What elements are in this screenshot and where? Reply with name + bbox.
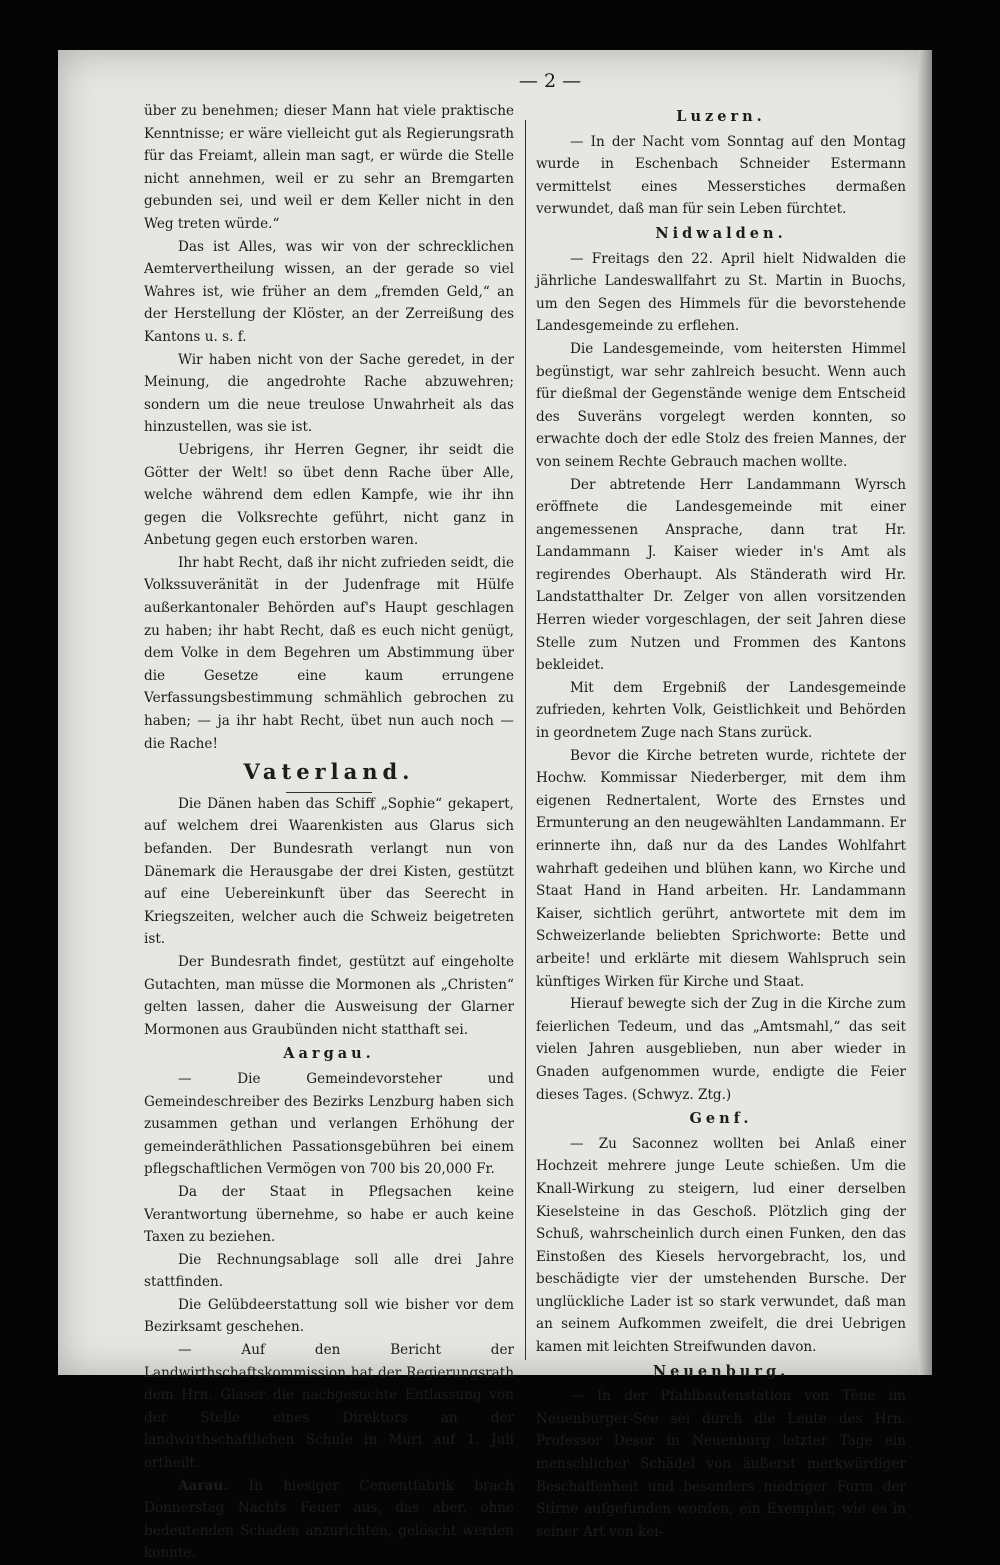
article-paragraph: — Zu Saconnez wollten bei Anlaß einer Hochzeit mehrere junge Leute schießen. Um die Knall-Wirkung zu steigern, lud einer derselben Kieselsteine in das Geschoß. Plötzlich ging der Schuß, wahrscheinlich durch einen Funken, den das Einstoßen des Kiesels hervorgebracht, los, und beschädigte vier der umstehenden Bursche. Der unglückliche Lader ist so stark verwundet, daß man an seinem Aufkommen zweifelt, die drei Uebrigen kamen mit leichten Streifwunden davon.	[536, 1135, 906, 1356]
article-paragraph: Uebrigens, ihr Herren Gegner, ihr seidt die Götter der Welt! so übet denn Rache über Alle, welche während dem edlen Kampfe, wie ihr ihn gegen die Volksrechte geführt, nicht ganz in Anbetung gegen euch erstorben waren.	[144, 441, 514, 549]
article-paragraph: Ihr habt Recht, daß ihr nicht zufrieden seidt, die Volkssuveränität in der Judenfrage mit Hülfe außerkantonaler Behörden auf's Haupt geschlagen zu haben; ihr habt Recht, daß es euch nicht genügt, dem Volke in dem Begehren um Abstimmung über die Gesetze eine kaum errungene Verfassungsbestimmung schmählich gebrochen zu haben; — ja ihr habt Recht, übet nun auch noch — die Rache!	[144, 554, 514, 752]
article-paragraph: Hierauf bewegte sich der Zug in die Kirche zum feierlichen Tedeum, und das „Amtsmahl,“ das seit vielen Jahren ausgeblieben, nun aber wieder in Gnaden aufgenommen wurde, endigte die Feier dieses Tages. (Schwyz. Ztg.)	[536, 996, 906, 1103]
article-paragraph: Die Rechnungsablage soll alle drei Jahre stattfinden.	[144, 1251, 514, 1291]
article-paragraph: Die Dänen haben das Schiff „Sophie“ gekapert, auf welchem drei Waarenkisten aus Glarus sich befanden. Der Bundesrath verlangt nun von Dänemark die Herausgabe der drei Kisten, gestützt auf eine Uebereinkunft über das Seerecht in Kriegszeiten, welcher auch die Schweiz beigetreten ist.	[144, 795, 514, 948]
article-paragraph: über zu benehmen; dieser Mann hat viele praktische Kenntnisse; er wäre vielleicht gut als Regierungsrath für das Freiamt, allein man sagt, er würde die Stelle nicht annehmen, weil er zu sehr an Bremgarten gebunden sei, und weil er dem Keller nicht in den Weg treten würde.“	[144, 103, 514, 232]
section-heading: Nidwalden.	[655, 224, 787, 242]
paragraph-text: In hiesiger Cementfabrik brach Donnerstag Nachts Feuer aus, das aber, ohne bedeutenden Schaden anzurichten, gelöscht werden konnte.	[144, 1477, 514, 1562]
right-column	[536, 104, 906, 1543]
article-paragraph: Da der Staat in Pflegsachen keine Verantwortung übernehme, so habe er auch keine Taxen zu beziehen.	[144, 1183, 514, 1246]
article-paragraph: Der Bundesrath findet, gestützt auf eingeholte Gutachten, man müsse die Mormonen als „Christen“ gelten lassen, daher die Ausweisung der Glarner Mormonen aus Graubünden nicht statthaft sei.	[144, 953, 514, 1038]
article-paragraph	[144, 1475, 514, 1565]
article-paragraph: Bevor die Kirche betreten wurde, richtete der Hochw. Kommissar Niederberger, mit dem ihm eigenen Rednertalent, Worte des Ernstes und Ermunterung an den neugewählten Landammann. Er erinnerte ihn, daß nur da des Landes Wohlfahrt wahrhaft gedeihen und blühen kann, wo Kirche und Staat Hand in Hand arbeiten. Hr. Landammann Kaiser, sichtlich gerührt, antwortete mit dem im Schweizerlande beliebten Sprichworte: Bette und arbeite! und erklärte mit diesem Wahlspruch sein künftiges Wirken für Kirche und Staat.	[536, 747, 906, 990]
section-heading: Luzern.	[676, 108, 766, 125]
article-paragraph: — Die Gemeindevorsteher und Gemeindeschreiber des Bezirks Lenzburg haben sich zusammen gethan und verlangen Erhöhung der gemeinderäthlichen Passationsgebühren bei einem pflegschaftlichen Vermögen von 700 bis 20,000 Fr.	[144, 1070, 514, 1178]
article-paragraph: — Auf den Bericht der Landwirthschaftskommission hat der Regierungsrath dem Hrn. Glaser die nachgesuchte Entlassung von der Stelle eines Direktors an der landwirthschaftlichen Schule in Muri auf 1. Juli ertheilt.	[144, 1342, 514, 1472]
article-paragraph: Die Gelübdeerstattung soll wie bisher vor dem Bezirksamt geschehen.	[144, 1296, 514, 1336]
article-paragraph: Wir haben nicht von der Sache geredet, in der Meinung, die angedrohte Rache abzuwehren; sondern um die neue treulose Unwahrheit als das hinzustellen, was sie ist.	[144, 351, 514, 436]
page-number: — 2 —	[518, 70, 582, 92]
column-rule	[525, 120, 526, 1360]
section-heading: Vaterland.	[243, 759, 415, 785]
section-heading: Genf.	[689, 1110, 753, 1128]
section-heading: Neuenburg.	[652, 1362, 790, 1380]
article-paragraph: Die Landesgemeinde, vom heitersten Himmel begünstigt, war sehr zahlreich besucht. Wenn auch für dießmal der Gegenstände wenige dem Entscheid des Suveräns vorgelegt werden konnten, so erwachte doch der edle Stolz des freien Mannes, der von seinem Rechte Gebrauch machen wollte.	[536, 340, 906, 470]
article-paragraph: Das ist Alles, was wir von der schrecklichen Aemtervertheilung wissen, an der gerade so viel Wahres ist, wie früher an dem „fremden Geld,“ an der Herstellung der Klöster, an der Zerreißung des Kantons u. s. f.	[144, 238, 514, 345]
page-edge	[918, 50, 932, 1375]
left-column	[144, 100, 514, 1565]
article-paragraph: — Freitags den 22. April hielt Nidwalden die jährliche Landeswallfahrt zu St. Martin in Buochs, um den Segen des Himmels für die bevorstehende Landesgemeinde zu erflehen.	[536, 250, 906, 335]
section-heading: Aargau.	[283, 1045, 375, 1063]
article-paragraph: — In der Pfahlbautenstation von Tène im Neuenburger-See sei durch die Leute des Hrn. Professor Desor in Neuenburg letzter Tage ein menschlicher Schädel von äußerst merkwürdiger Beschaffenheit und besonders niedriger Form der Stirne aufgefunden worden, ein Exemplar, wie es in seiner Art von kei-	[536, 1388, 906, 1540]
dateline: Aarau.	[178, 1477, 249, 1494]
newspaper-page	[58, 50, 930, 1562]
article-paragraph: — In der Nacht vom Sonntag auf den Montag wurde in Eschenbach Schneider Estermann vermittelst eines Messerstiches dermaßen verwundet, daß man für sein Leben fürchtet.	[536, 133, 906, 218]
article-paragraph: Der abtretende Herr Landammann Wyrsch eröffnete die Landesgemeinde mit einer angemessenen Ansprache, dann trat Hr. Landammann J. Kaiser wieder in's Amt als regirendes Oberhaupt. Als Ständerath wird Hr. Landstatthalter Dr. Zelger von allen vorsitzenden Herren wieder vorgeschlagen, der seit Jahren diese Stelle zum Nutzen und Frommen des Kantons bekleidet.	[536, 476, 906, 674]
article-paragraph: Mit dem Ergebniß der Landesgemeinde zufrieden, kehrten Volk, Geistlichkeit und Behörden in geordnetem Zuge nach Stans zurück.	[536, 679, 906, 742]
